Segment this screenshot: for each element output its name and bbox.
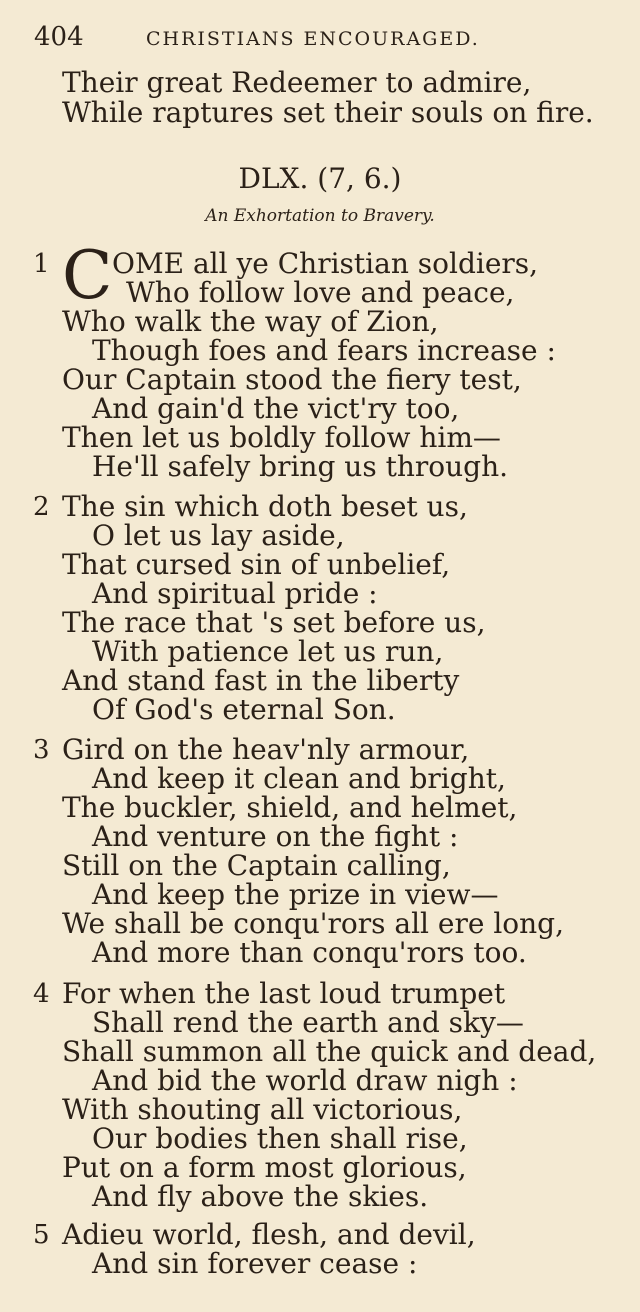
verse-line: And spiritual pride :	[92, 577, 378, 610]
verse-line: Still on the Captain calling,	[62, 849, 451, 882]
verse-line: And fly above the skies.	[92, 1180, 429, 1213]
verse-number: 1	[33, 249, 50, 279]
verse-line: Our bodies then shall rise,	[92, 1122, 468, 1155]
verse-number: 4	[33, 979, 50, 1009]
verse-line: And sin forever cease :	[92, 1247, 418, 1280]
verse-line: For when the last loud trumpet	[62, 977, 506, 1010]
running-head: CHRISTIANS ENCOURAGED.	[146, 28, 480, 50]
verse-line: The race that 's set before us,	[62, 606, 486, 639]
verse-line: We shall be conqu'rors all ere long,	[62, 907, 564, 940]
verse-line: Put on a form most glorious,	[62, 1151, 467, 1184]
verse-line: And stand fast in the liberty	[62, 664, 460, 697]
page-number: 404	[34, 22, 84, 52]
verse-line: Then let us boldly follow him—	[62, 421, 501, 454]
verse-line: Adieu world, flesh, and devil,	[62, 1218, 476, 1251]
drop-cap: C	[62, 237, 113, 314]
verse-line: He'll safely bring us through.	[92, 450, 509, 483]
verse-number: 5	[33, 1220, 50, 1250]
verse-line: Shall rend the earth and sky—	[92, 1006, 524, 1039]
verse-line: OME all ye Christian soldiers,	[112, 247, 539, 280]
verse-line: Who walk the way of Zion,	[62, 305, 439, 338]
page-header	[34, 22, 600, 56]
verse-line: The sin which doth beset us,	[62, 490, 468, 523]
verse-line: And bid the world draw nigh :	[92, 1064, 518, 1097]
carry-over-line: Their great Redeemer to admire,	[62, 66, 532, 99]
carry-over-line: While raptures set their souls on fire.	[62, 96, 594, 129]
verse-number: 2	[33, 492, 50, 522]
verse-line: That cursed sin of unbelief,	[62, 548, 451, 581]
verse-line: Though foes and fears increase :	[92, 334, 556, 367]
verse-line: And venture on the fight :	[92, 820, 459, 853]
verse-line: And more than conqu'rors too.	[92, 936, 527, 969]
verse-line: And keep the prize in view—	[92, 878, 499, 911]
verse-line: Who follow love and peace,	[126, 276, 515, 309]
verse-line: And keep it clean and bright,	[92, 762, 506, 795]
verse-line: Shall summon all the quick and dead,	[62, 1035, 597, 1068]
verse-line: Our Captain stood the fiery test,	[62, 363, 522, 396]
verse-line: And gain'd the vict'ry too,	[92, 392, 460, 425]
verse-line: Of God's eternal Son.	[92, 693, 396, 726]
verse-line: With shouting all victorious,	[62, 1093, 463, 1126]
verse-line: Gird on the heav'nly armour,	[62, 733, 470, 766]
hymn-subtitle: An Exhortation to Bravery.	[205, 206, 435, 226]
verse-line: With patience let us run,	[92, 635, 444, 668]
verse-number: 3	[33, 735, 50, 765]
verse-line: The buckler, shield, and helmet,	[62, 791, 518, 824]
verse-line: O let us lay aside,	[92, 519, 345, 552]
hymn-title: DLX. (7, 6.)	[238, 162, 402, 195]
